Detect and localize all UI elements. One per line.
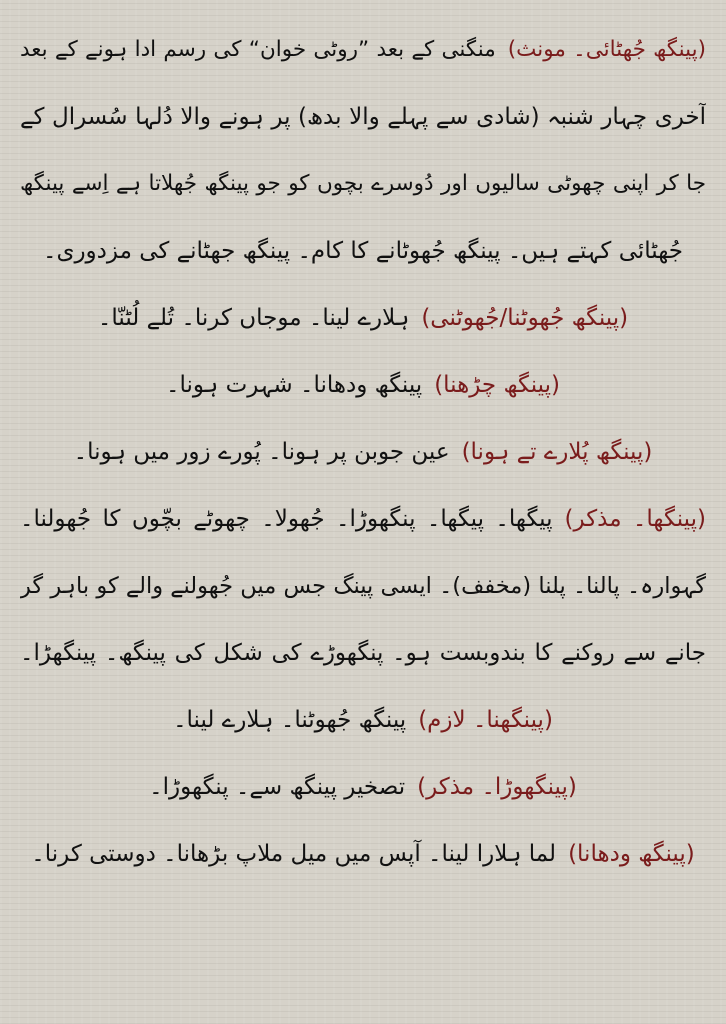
entry-paigh-jhootna — [20, 296, 706, 363]
entry-paigh-pulare-te-hona — [20, 430, 706, 497]
definition-text: پینگھ ودھانا۔ شہرت ہونا۔ — [166, 372, 423, 398]
definition-text: جُھٹائی کہتے ہیں۔ پینگھ جُھوٹانے کا کام۔ پینگھ جھٹانے کی مزدوری۔ — [42, 238, 684, 264]
headword: (پینگھوڑا۔ مذکر) — [417, 774, 577, 800]
entry-painghorra — [20, 765, 706, 832]
definition-text: آخری چہار شنبہ (شادی سے پہلے والا بدھ) پر ہونے والا دُلہا سُسرال کے — [20, 104, 706, 130]
definition-text: عین جوبن پر ہونا۔ پُورے زور میں ہونا۔ — [73, 439, 450, 465]
headword: (پینگھا۔ مذکر) — [564, 506, 706, 532]
headword: (پینگھ ودھانا) — [568, 841, 695, 867]
entry-paigh-jhutai-line-1 — [20, 28, 706, 95]
entry-paigh-jhutai-line-3 — [20, 162, 706, 229]
entry-paigh-wadhana — [20, 832, 706, 899]
entry-painghaa-line-2 — [20, 564, 706, 631]
definition-text: گہوارہ۔ پالنا۔ پلنا (مخفف)۔ ایسی پینگ جس میں جُھولنے والے کو باہر گر — [20, 573, 706, 599]
entry-paigh-charhna — [20, 363, 706, 430]
entry-paigh-jhutai-line-2 — [20, 95, 706, 162]
headword: (پینگھ پُلارے تے ہونا) — [461, 439, 653, 465]
definition-text: لما ہلارا لینا۔ آپس میں میل ملاپ بڑھانا۔ دوستی کرنا۔ — [31, 841, 557, 867]
definition-text: پیگھا۔ پیگھا۔ پنگھوڑا۔ جُھولا۔ چھوٹے بچّوں کا جُھولنا۔ — [20, 506, 553, 532]
headword: (پینگھ جُھٹائی۔ مونث) — [507, 37, 706, 62]
entry-painghaa-line-3 — [20, 631, 706, 698]
definition-text: جا کر اپنی چھوٹی سالیوں اور دُوسرے بچوں کو جو پینگھ جُھلاتا ہے اِسے پینگھ — [20, 171, 706, 196]
headword: (پینگھنا۔ لازم) — [418, 707, 553, 733]
entry-paigh-jhutai-line-4 — [20, 229, 706, 296]
headword: (پینگھ جُھوٹنا/جُھوٹنی) — [421, 305, 629, 331]
definition-text: جانے سے روکنے کا بندوبست ہو۔ پنگھوڑے کی شکل کی پینگھ۔ پینگھڑا۔ — [20, 640, 706, 666]
definition-text: ہلارے لینا۔ موجاں کرنا۔ تُلے لُٹنّا۔ — [97, 305, 410, 331]
definition-text: منگنی کے بعد ”روٹی خوان“ کی رسم ادا ہونے کے بعد — [20, 37, 496, 62]
definition-text: تصخیر پینگھ سے۔ پنگھوڑا۔ — [149, 774, 406, 800]
entry-painghaa-line-1 — [20, 497, 706, 564]
definition-text: پینگھ جُھوٹنا۔ ہلارے لینا۔ — [173, 707, 407, 733]
headword: (پینگھ چڑھنا) — [434, 372, 560, 398]
entry-painghna — [20, 698, 706, 765]
